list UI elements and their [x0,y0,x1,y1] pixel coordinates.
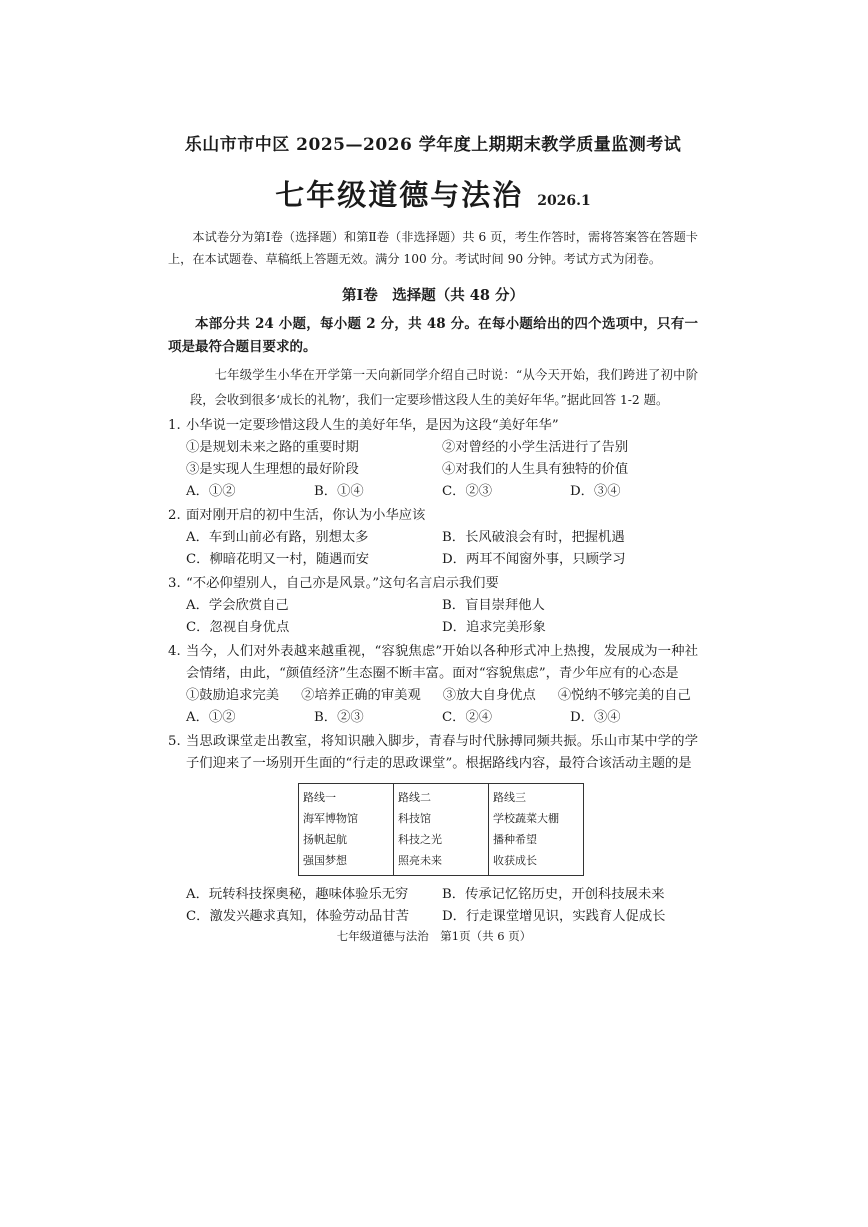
option-c: C．②④ [442,710,493,725]
option-a: A．玩转科技探奥秘，趣味体验乐无穷 [186,887,409,902]
option-d: D．追求完美形象 [442,620,546,635]
option-b: B．传承记忆铭历史，开创科技展未来 [442,887,665,902]
question-number: 1. [168,418,181,433]
route-cell: 学校蔬菜大棚 [493,812,559,825]
statement-item: ②培养正确的审美观 [301,688,421,703]
answer-options [168,884,698,928]
question-4 [168,641,698,729]
question-number: 5. [168,734,181,749]
option-d: D．③④ [570,710,621,725]
question-stem: 当今，人们对外表越来越重视，“容貌焦虑”开始以各种形式冲上热搜，发展成为一种社会情绪，由此，“颜值经济”生态圈不断丰富。面对“容貌焦虑”，青少年应有的心态是 [186,644,698,681]
option-d: D．行走课堂增见识，实践育人促成长 [442,909,666,924]
question-number: 3. [168,576,181,591]
question-stem: 面对刚开启的初中生活，你认为小华应该 [186,508,426,523]
statement-item: ④对我们的人生具有独特的价值 [442,462,629,477]
exam-header [168,0,698,214]
option-c: C．激发兴趣求真知，体验劳动品甘苦 [186,909,409,924]
subject-title: 七年级道德与法治 [275,178,524,212]
exam-instructions: 本试卷分为第Ⅰ卷（选择题）和第Ⅱ卷（非选择题）共 6 页，考生作答时，需将答案答在答题卡上，在本试题卷、草稿纸上答题无效。满分 100 分。考试时间 90 分钟。考试方式为闭卷。 [168,230,698,266]
option-d: D．两耳不闻窗外事，只顾学习 [442,552,626,567]
route-header: 路线一 [303,791,336,804]
exam-date: 2026.1 [537,193,591,209]
route-header: 路线二 [398,791,431,804]
question-5 [168,731,698,928]
question-stem: 当思政课堂走出教室，将知识融入脚步，青春与时代脉搏同频共振。乐山市某中学的学子们迎来了一场别开生面的“行走的思政课堂”。根据路线内容，最符合该活动主题的是 [186,734,698,771]
answer-options [168,595,698,639]
statement-item: ②对曾经的小学生活进行了告别 [442,440,629,455]
question-number: 2. [168,508,181,523]
section-title: 第Ⅰ卷 选择题（共 48 分） [341,287,525,304]
answer-options [168,527,698,571]
question-1 [168,415,698,503]
statement-item: ①鼓励追求完美 [186,688,280,703]
route-table [298,783,584,876]
section-description: 本部分共 24 小题，每小题 2 分，共 48 分。在每小题给出的四个选项中，只有一项是最符合题目要求的。 [168,316,698,355]
statement-item: ③是实现人生理想的最好阶段 [186,462,359,477]
answer-options [168,707,698,729]
option-b: B．长风破浪会有时，把握机遇 [442,530,625,545]
option-a: A．①② [186,484,236,499]
page-footer: 七年级道德与法治 第1页（共 6 页） [336,929,532,943]
reading-material: 七年级学生小华在开学第一天向新同学介绍自己时说：“从今天开始，我们跨进了初中阶段，会收到很多‘成长的礼物’，我们一定要珍惜这段人生的美好年华。”据此回答 1-2 题。 [190,368,698,407]
option-b: B．盲目崇拜他人 [442,598,545,613]
route-cell: 播种希望 [493,833,537,846]
statement-item: ①是规划未来之路的重要时期 [186,440,359,455]
subject-row [168,173,698,214]
option-a: A．①② [186,710,236,725]
option-c: C．②③ [442,484,493,499]
question-stem: “不必仰望别人，自己亦是风景。”这句名言启示我们要 [186,576,499,591]
route-column-3 [489,784,584,876]
route-cell: 科技馆 [398,812,431,825]
route-column-2 [394,784,489,876]
route-cell: 强国梦想 [303,854,347,867]
question-2 [168,505,698,571]
question-stem: 小华说一定要珍惜这段人生的美好年华，是因为这段“美好年华” [186,418,559,433]
option-a: A．车到山前必有路，别想太多 [186,530,369,545]
statement-list [168,685,698,707]
question-number: 4. [168,644,181,659]
route-cell: 收获成长 [493,854,537,867]
statement-item: ③放大自身优点 [442,688,536,703]
exam-title: 乐山市市中区 2025—2026 学年度上期期末教学质量监测考试 [184,135,682,155]
route-column-1 [299,784,394,876]
route-cell: 科技之光 [398,833,442,846]
question-3 [168,573,698,639]
option-b: B．②③ [314,710,364,725]
route-header: 路线三 [493,791,526,804]
option-b: B．①④ [314,484,364,499]
route-cell: 海军博物馆 [303,812,358,825]
statement-item: ④悦纳不够完美的自己 [557,688,691,703]
route-cell: 扬帆起航 [303,833,347,846]
answer-options [168,481,698,503]
statement-list [168,437,698,481]
option-d: D．③④ [570,484,621,499]
option-c: C．忽视自身优点 [186,620,290,635]
route-cell: 照亮未来 [398,854,442,867]
option-c: C．柳暗花明又一村，随遇而安 [186,552,370,567]
option-a: A．学会欣赏自己 [186,598,289,613]
